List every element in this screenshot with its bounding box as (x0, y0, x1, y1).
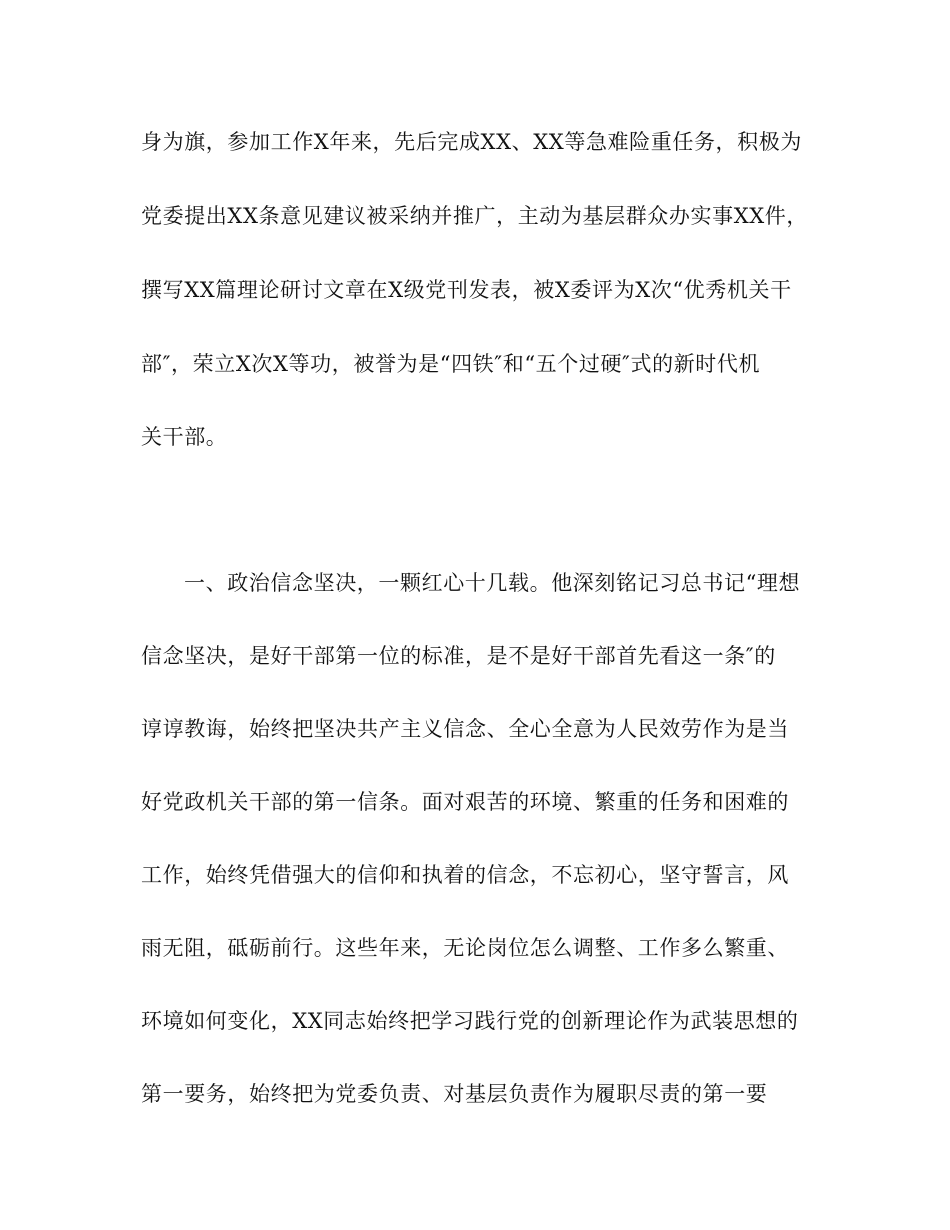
text-line: 撰写XX篇理论研讨文章在X级党刊发表，被X委评为X次“优秀机关干 (141, 278, 792, 302)
text-line: 关干部。 (141, 425, 228, 449)
text-line: 环境如何变化，XX同志始终把学习践行党的创新理论作为武装思想的 (141, 1009, 799, 1033)
text-line: 部″，荣立X次X等功，被誉为是“四铁″和“五个过硬″式的新时代机 (141, 352, 761, 376)
text-line: 身为旗，参加工作X年来，先后完成XX、XX等急难险重任务，积极为 (141, 130, 802, 154)
text-line: 雨无阻，砥砺前行。这些年来，无论岗位怎么调整、工作多么繁重、 (141, 936, 789, 960)
text-line: 一、政治信念坚决，一颗红心十几载。他深刻铭记习总书记“理想 (184, 571, 801, 595)
text-line: 好党政机关干部的第一信条。面对艰苦的环境、繁重的任务和困难的 (141, 790, 789, 814)
text-line: 信念坚决，是好干部第一位的标准，是不是好干部首先看这一条″的 (141, 644, 776, 668)
text-line: 第一要务，始终把为党委负责、对基层负责作为履职尽责的第一要 (141, 1082, 768, 1106)
text-line: 党委提出XX条意见建议被采纳并推广，主动为基层群众办实事XX件， (141, 204, 808, 228)
text-line: 工作，始终凭借强大的信仰和执着的信念，不忘初心，坚守誓言，风 (141, 863, 789, 887)
text-line: 谆谆教诲，始终把坚决共产主义信念、全心全意为人民效劳作为是当 (141, 717, 789, 741)
